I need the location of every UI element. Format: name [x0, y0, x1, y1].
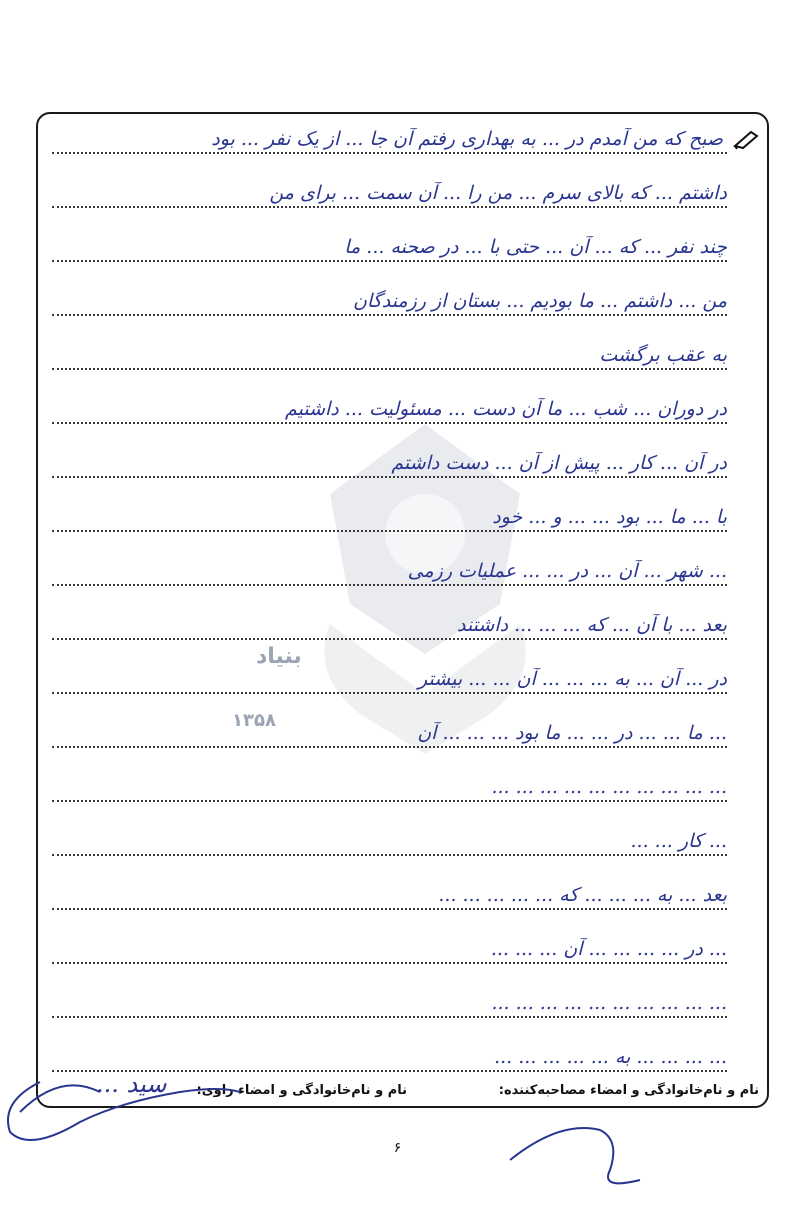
- handwritten-line: من ... داشتم ... ما بودیم ... بستان از رزمندگان: [352, 290, 727, 312]
- rule: [52, 854, 727, 856]
- narrator-signature-text: سید ...: [96, 1070, 167, 1098]
- handwritten-line: ... ... ... ... ... ... ... ... ... ...: [491, 776, 727, 798]
- handwritten-line: در آن ... کار ... پیش از آن ... دست داشتم: [391, 452, 727, 474]
- handwritten-line: چند نفر ... که ... آن ... حتی با ... در صحنه ... ما: [344, 236, 727, 258]
- page-number: ۶: [393, 1140, 402, 1156]
- rule: [52, 314, 727, 316]
- handwritten-line: بعد ... به ... ... ... که ... ... ... ... ...: [438, 884, 727, 906]
- rule: [52, 422, 727, 424]
- rule: [52, 476, 727, 478]
- handwritten-line: ... ... ... ... ... ... ... ... ... ...: [491, 992, 727, 1014]
- rule: [52, 584, 727, 586]
- handwritten-line: در دوران ... شب ... ما آن دست ... مسئولیت ... داشتیم: [284, 398, 727, 420]
- pen-icon: [733, 128, 761, 150]
- handwritten-line: ... کار ... ...: [630, 830, 727, 852]
- rule: [52, 206, 727, 208]
- narrator-signature-label: نام و نام‌خانوادگی و امضاء راوی:: [196, 1083, 407, 1098]
- handwritten-line: به عقب برگشت: [599, 344, 727, 366]
- handwritten-line: ... ما ... ... در ... ... ما بود ... ... ... آن: [417, 722, 727, 744]
- rule: [52, 746, 727, 748]
- handwritten-line: در ... آن ... به ... ... ... آن ... ... بیشتر: [417, 668, 727, 690]
- rule: [52, 260, 727, 262]
- handwritten-line: ... در ... ... ... ... آن ... ... ...: [490, 938, 727, 960]
- rule: [52, 152, 727, 154]
- page-frame: [36, 112, 769, 1108]
- handwritten-line: ... شهر ... آن ... در ... ... عملیات رزمی: [407, 560, 727, 582]
- rule: [52, 800, 727, 802]
- rule: [52, 1016, 727, 1018]
- rule: [52, 692, 727, 694]
- rule: [52, 638, 727, 640]
- handwritten-line: بعد ... با آن ... که ... ... ... داشتند: [456, 614, 727, 636]
- rule: [52, 530, 727, 532]
- rule: [52, 962, 727, 964]
- handwritten-line: داشتم ... که بالای سرم ... من را ... آن سمت ... برای من: [269, 182, 727, 204]
- watermark-name: بنیاد: [256, 644, 302, 669]
- rule: [52, 368, 727, 370]
- watermark-year: ۱۳۵۸: [232, 710, 276, 731]
- handwritten-line: صبح که من آمدم در ... به بهداری رفتم آن جا ... از یک نفر ... بود: [211, 128, 723, 150]
- interviewer-signature-label: نام و نام‌خانوادگی و امضاء مصاحبه‌کننده:: [498, 1083, 759, 1098]
- handwritten-line: ... ... ... ... به ... ... ... ... ...: [494, 1046, 727, 1068]
- rule: [52, 908, 727, 910]
- handwritten-line: با ... ما ... بود ... ... و ... خود: [492, 506, 727, 528]
